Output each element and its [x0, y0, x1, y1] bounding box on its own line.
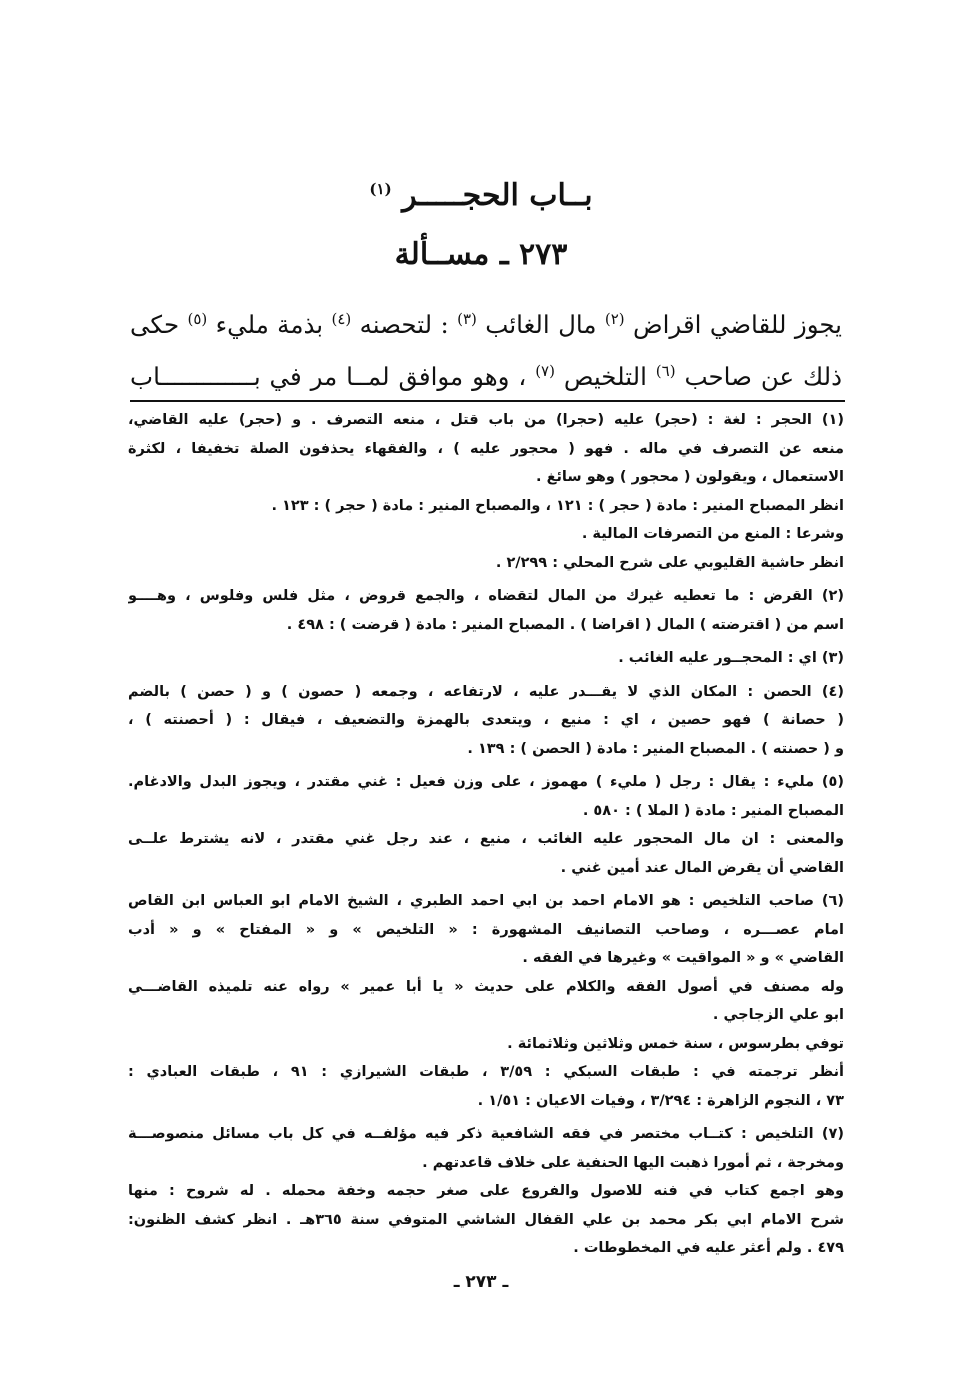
main-text-line-2	[130, 348, 842, 400]
footnote-line: القاضي أن يقرض المال عند أمين غني .	[560, 859, 844, 876]
footnote-line: المصباح المنير : مادة ( الملا ) : ٥٨٠ .	[582, 802, 844, 819]
footnote-divider	[130, 400, 845, 402]
main-text-segment: : لتحصنه	[359, 310, 449, 340]
main-text-segment: التلخيص	[563, 362, 647, 392]
chapter-title-text: بــاب الحجـــــر	[402, 178, 593, 213]
footnote-line: أنظر ترجمته في : طبقات السبكي : ٣/٥٩ ، طبقات الشيرازي : ٩١ ، طبقات العبادي :	[128, 1064, 844, 1080]
footnote-line: شرح الامام ابي بكر محمد بن علي القفال الشاشي المتوفي سنة ٣٦٥هـ . انظر كشف الظنون:	[128, 1211, 844, 1228]
footnotes	[128, 406, 844, 1263]
footnote-ref: (٦)	[655, 362, 676, 381]
main-text-line-1	[130, 296, 842, 348]
main-text-segment: ذلك عن صاحب	[684, 362, 843, 392]
footnote-line: و ( حصنته ) . المصباح المنير : مادة ( الحصن ) : ١٣٩ .	[467, 740, 844, 757]
main-text	[130, 296, 842, 400]
chapter-title	[0, 178, 962, 213]
footnote-ref: (٥)	[187, 310, 208, 328]
footnote-line: (٧) التلخيص : كتــاب مختصر في فقه الشافعية ذكر فيه مؤلفــه في كل باب مسائل منصوصـــة	[128, 1126, 844, 1142]
footnote-line: منعه عن التصرف في ماله . فهو ( محجور عليه ) ، والفقهاء يحذفون الصلة تخفيفا ، لكثرة	[128, 440, 844, 457]
footnote-line: ابو علي الزجاجي .	[712, 1007, 844, 1023]
footnote-line: (١) الحجر : لغة : (حجر) عليه (حجرا) من باب قتل ، منعه التصرف . و (حجر) عليه القاضي،	[128, 412, 844, 428]
footnote-line: ( حصانة ) فهو حصين ، اي : منيع ، ويتعدى بالهمزة والتضعيف ، فيقال : ( أحصنته ) ،	[128, 712, 844, 728]
main-text-segment: حكى	[130, 310, 180, 340]
page-number: ـ ٢٧٣ ـ	[453, 1272, 509, 1292]
footnote-line: اسم من ( اقترضته ) المال ( اقراضا ) . المصباح المنير : مادة ( قرضت ) : ٤٩٨ .	[286, 616, 844, 633]
footnote-line: والمعنى : ان مال المحجور عليه الغائب ، منيع ، عند رجل غني مقتدر ، لانه يشترط علــى	[128, 831, 844, 847]
footnote-line: وله مصنف في أصول الفقه والكلام على حديث « يا أبا عمير » رواه عنه تلميذه القاضـــي	[128, 978, 844, 995]
footnote-line: القاضي » و « المواقيت » وغيرها في الفقه .	[522, 950, 844, 966]
footnote-line: الاستعمال ، ويقولون ( محجور ) وهو سائغ .	[536, 469, 844, 485]
footnote-line: ٤٧٩ . ولم أعثر عليه في المخطوطات .	[573, 1240, 844, 1256]
main-text-segment: ، وهو موافق لمــا مر في بـــــــــــــاب	[130, 362, 527, 392]
footnote-line: وهو اجمع كتاب في فنه للاصول والفروع على صغر حجمه وخفة محمله . له شروح : منها	[128, 1183, 844, 1199]
footnote-ref: (٧)	[535, 362, 555, 381]
footnote-line: (٣) اي : المحجــور عليه الغائب .	[618, 650, 844, 666]
footnote-line: توفي بطرسوس ، سنة خمس وثلاثين وثلاثمائة .	[507, 1035, 844, 1052]
main-text-segment: يجوز للقاضي اقراض	[633, 310, 842, 340]
main-text-segment: بذمة مليء	[215, 310, 324, 340]
footnote-line: امام عصـــره ، وصاحب التصانيف المشهورة : « التلخيص » و « المفتاح » و « أدب	[128, 921, 844, 938]
footnote-line: وشرعا : المنع من التصرفات المالية .	[581, 526, 844, 542]
footnote-line: ومخرجة ، ثم أمورا ذهبت اليها الحنفية على خلاف قاعدتهم .	[422, 1154, 844, 1171]
footnote-line: ٧٣ ، النجوم الزاهرة : ٣/٢٩٤ ، وفيات الاعيان : ١/٥١ .	[477, 1092, 844, 1109]
footnote-line: انظر حاشية القليوبي على شرح المحلي : ٢/٢٩٩ .	[495, 554, 844, 571]
footnote-line: (٢) القرض : ما تعطيه غيرك من المال لتقضاه ، والجمع قروض ، مثل فلس وفلوس ، وهــــو	[128, 588, 844, 604]
main-text-segment: مال الغائب	[485, 310, 597, 340]
footnote-line: (٥) مليء : يقال : رجل ( مليء ) مهموز ، على وزن فعيل : غني مقتدر ، ويجوز البدل والادغام.	[128, 774, 844, 790]
chapter-title-footnote-ref: (١)	[369, 180, 392, 198]
footnote-line: (٦) صاحب التلخيص : هو الامام احمد بن ابي احمد الطبري ، الشيخ الامام ابو العباس ابن القاص	[128, 893, 844, 909]
footnote-line: (٤) الحصن : المكان الذي لا يقـــدر عليه ، لارتفاعه ، وجمعه ( حصون ) و ( حصن ) بالضم	[128, 683, 844, 700]
footnote-line: انظر المصباح المنير : مادة ( حجر ) : ١٢١ ، والمصباح المنير : مادة ( حجر ) : ١٢٣ .	[271, 497, 844, 514]
footnote-ref: (٣)	[457, 310, 477, 328]
issue-title: ٢٧٣ ـ مســألة	[394, 237, 568, 272]
footnote-ref: (٤)	[331, 310, 352, 328]
footnote-ref: (٢)	[604, 310, 625, 328]
